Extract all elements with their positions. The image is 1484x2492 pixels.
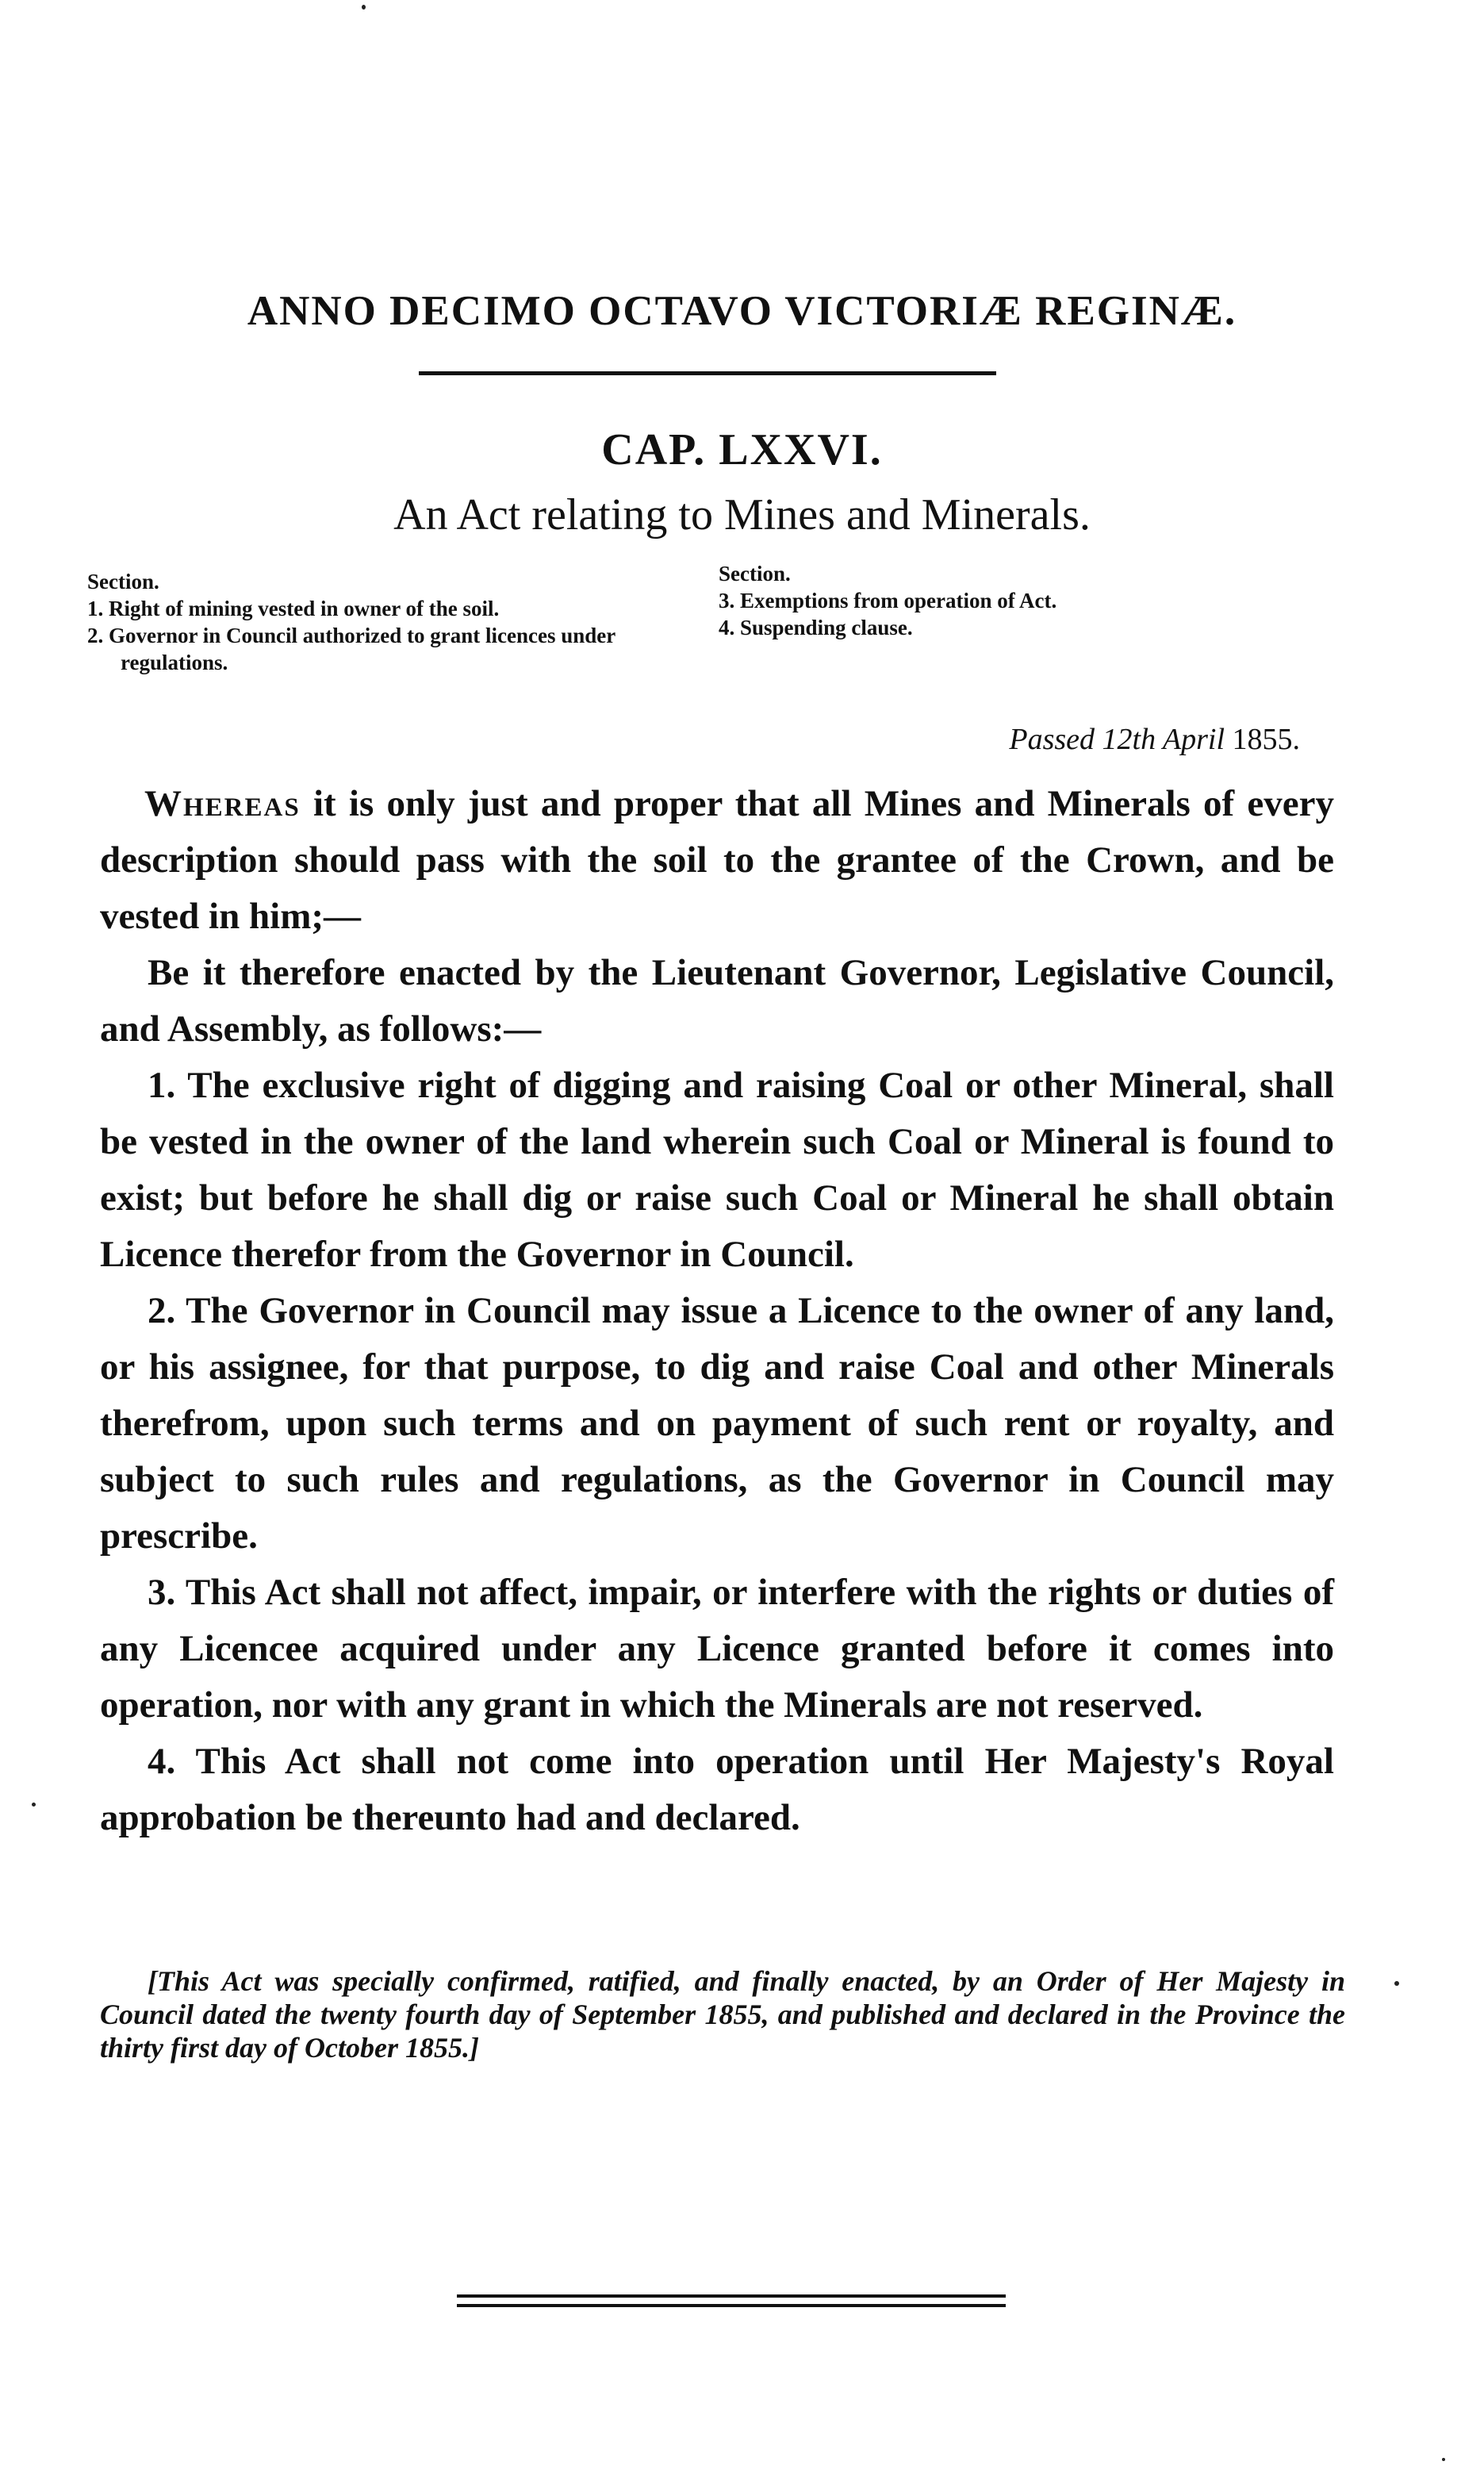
sections-index-item: 1. Right of mining vested in owner of the soil. [87,597,500,620]
preamble-lead-word: Whereas [144,783,301,824]
sections-index-item: 2. Governor in Council authorized to grant licences under regulations. [87,624,615,674]
enacting-clause: Be it therefore enacted by the Lieutenant Governor, Legislative Council, and Assembly, as follows:— [100,952,1334,1050]
sections-index-item: 3. Exemptions from operation of Act. [719,589,1057,612]
sections-index-right [719,560,1353,641]
sections-index-item: 4. Suspending clause. [719,616,913,639]
footer-rule [457,2294,1006,2298]
section-paragraph: 1. The exclusive right of digging and raising Coal or other Mineral, shall be vested in the owner of the land wherein such Coal or Mineral is found to exist; but before he shall dig or raise such Coal or Mineral he shall obtain Licence therefor from the Governor in Council. [100,1065,1334,1275]
preamble [100,776,1334,945]
chapter-number: CAP. LXXVI. [601,425,883,474]
sections-index-left [87,568,706,676]
header-rule [419,371,996,375]
confirmation-note: [This Act was specially confirmed, ratified, and finally enacted, by an Order of Her Majesty in Council dated the twenty fourth day of September 1855, and published and declared in the Province the thirty first day of October 1855.] [100,1965,1345,2064]
act-body [100,776,1334,1846]
print-speck [362,5,366,10]
passed-date-year: 1855. [1232,723,1300,756]
passed-date-label: Passed 12th April [1009,723,1225,756]
print-speck [32,1803,36,1807]
section-paragraph: 4. This Act shall not come into operation until Her Majesty's Royal approbation be thereunto had and declared. [100,1741,1334,1838]
section-paragraph: 3. This Act shall not affect, impair, or interfere with the rights or duties of any Licencee acquired under any Licence granted before it comes into operation, nor with any grant in which the Minerals are not reserved. [100,1572,1334,1726]
act-title: An Act relating to Mines and Minerals. [393,490,1091,539]
print-speck [1442,2458,1445,2461]
passed-date [1009,722,1300,757]
print-speck [1394,1981,1399,1986]
footer-rule [457,2304,1006,2307]
section-paragraph: 2. The Governor in Council may issue a Licence to the owner of any land, or his assignee, for that purpose, to dig and raise Coal and other Minerals therefrom, upon such terms and on payment of such rent or royalty, and subject to such rules and regulations, as the Governor in Council may prescribe. [100,1290,1334,1557]
sections-index-heading: Section. [87,570,159,593]
preamble-text: it is only just and proper that all Mines and Minerals of every description should pass with the soil to the grantee of the Crown, and be vested in him;— [100,783,1334,937]
sections-index-heading: Section. [719,562,791,586]
running-head: ANNO DECIMO OCTAVO VICTORIÆ REGINÆ. [247,288,1237,334]
